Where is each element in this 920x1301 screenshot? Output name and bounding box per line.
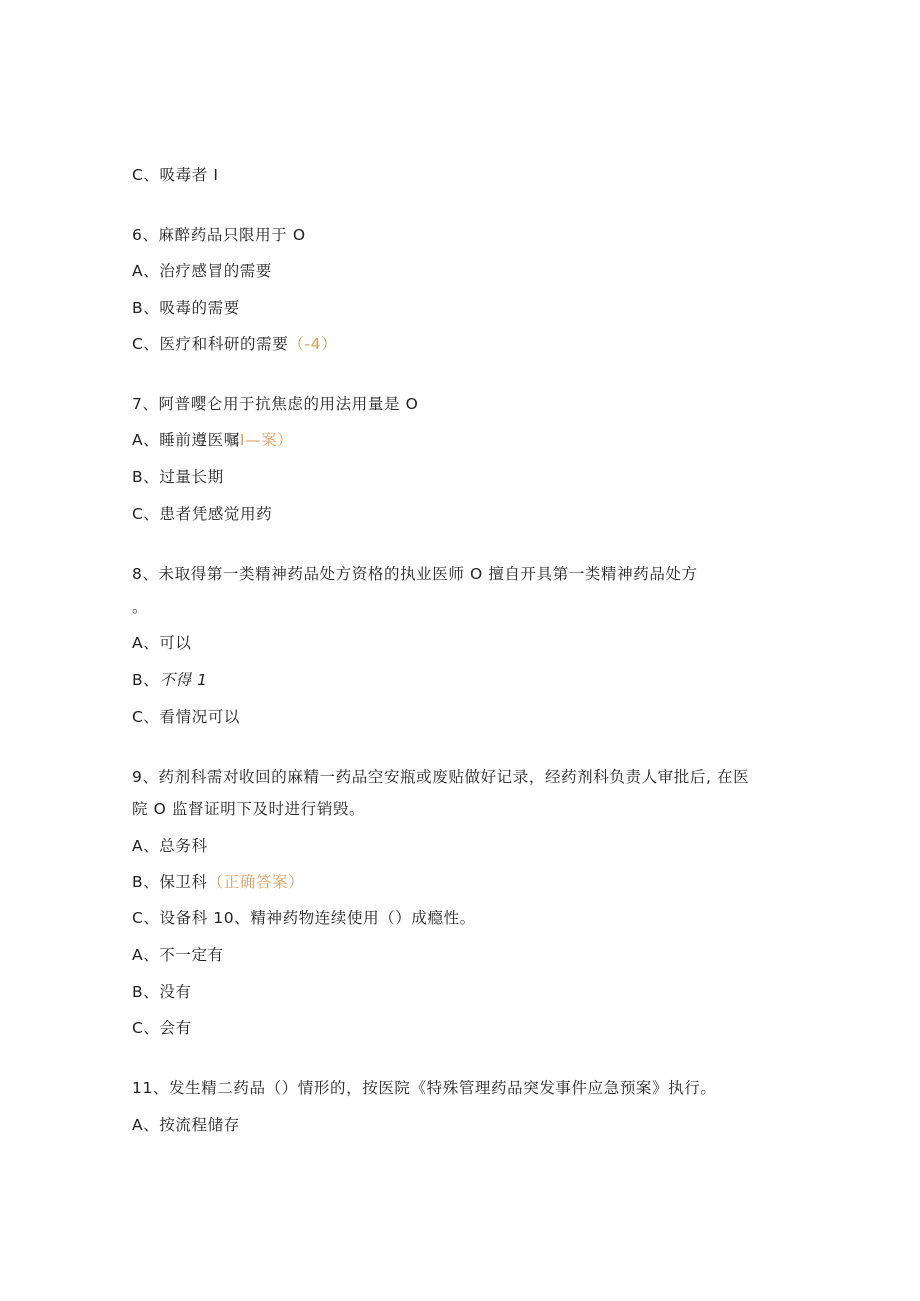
option-line (132, 261, 272, 281)
option-line (132, 165, 219, 185)
line-text: 6、麻醉药品只限用于 O (132, 226, 306, 244)
question-line (132, 767, 749, 787)
option-line (132, 334, 337, 354)
line-text: C、医疗和科研的需要 (132, 335, 289, 353)
option-line (132, 633, 192, 653)
option-line (132, 467, 224, 487)
line-text: C、看情况可以 (132, 708, 241, 726)
line-text: C、患者凭感觉用药 (132, 505, 273, 523)
line-text: 7、阿普嘤仑用于抗焦虑的用法用量是 O (132, 395, 419, 413)
line-text: 院 O 监督证明下及时进行销毁。 (132, 800, 366, 818)
line-text: A、治疗感冒的需要 (132, 262, 273, 280)
answer-mark: I—案） (239, 431, 294, 449)
line-text: B、保卫科 (132, 873, 208, 891)
line-text: A、不一定有 (132, 946, 224, 964)
line-text: C、设备科 10、精神药物连续使用（）成瘾性。 (132, 909, 476, 927)
question-line-continued (132, 799, 365, 819)
option-line (132, 836, 208, 856)
line-text: 11、发生精二药品（）情形的，按医院《特殊管理药品突发事件应急预案》执行。 (132, 1079, 717, 1097)
line-text: A、可以 (132, 634, 192, 652)
line-text: A、睡前遵医嘱 (132, 431, 240, 449)
line-text: 。 (132, 598, 149, 616)
option-line (132, 982, 192, 1002)
option-line (132, 298, 240, 318)
line-text: A、总务科 (132, 837, 208, 855)
line-text: B、吸毒的需要 (132, 299, 240, 317)
option-line (132, 1115, 240, 1135)
option-italic-text: 不得 1 (159, 671, 208, 689)
answer-mark: （正确答案） (207, 873, 305, 891)
line-text: 8、未取得第一类精神药品处方资格的执业医师 O 擅自开具第一类精神药品处方 (132, 565, 698, 583)
line-text: B、 (132, 671, 160, 689)
option-line (132, 504, 272, 524)
question-line (132, 1078, 716, 1098)
answer-mark: （-4） (288, 335, 338, 353)
question-line (132, 564, 698, 584)
option-line (132, 670, 208, 690)
option-line (132, 707, 240, 727)
option-line (132, 1018, 192, 1038)
line-text: 9、药剂科需对收回的麻精一药品空安瓶或废贴做好记录，经药剂科负责人审批后, 在医 (132, 768, 750, 786)
question-line (132, 225, 306, 245)
option-line (132, 908, 476, 928)
question-line (132, 394, 418, 414)
option-line (132, 872, 304, 892)
line-text: C、会有 (132, 1019, 192, 1037)
line-text: B、没有 (132, 983, 192, 1001)
line-text: B、过量长期 (132, 468, 224, 486)
line-text: A、按流程储存 (132, 1116, 240, 1134)
option-line (132, 945, 224, 965)
line-text: C、吸毒者 I (132, 166, 219, 184)
option-line (132, 430, 293, 450)
question-line-continued (132, 597, 148, 617)
